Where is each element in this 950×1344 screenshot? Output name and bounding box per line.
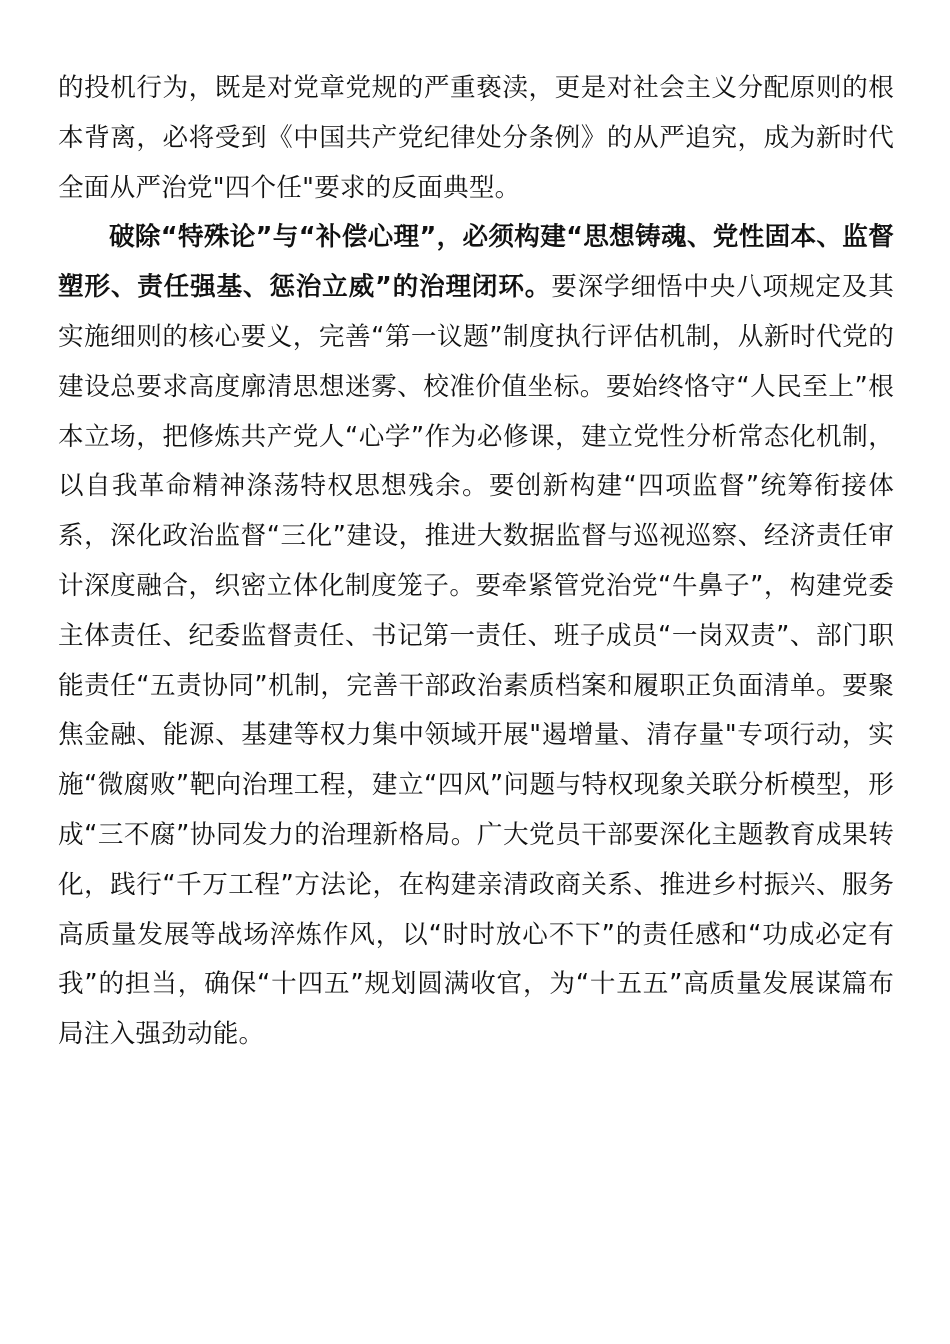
paragraph-bold-lead: 破除“特殊论”与“补偿心理”，必须构建“思想铸魂、党性固本、监督塑形、责任强基、惩治立威”的治理闭环。: [58, 222, 894, 303]
document-body: [58, 64, 894, 1060]
paragraph-continuation: 的投机行为，既是对党章党规的严重亵渎，更是对社会主义分配原则的根本背离，必将受到《中国共产党纪律处分条例》的从严追究，成为新时代全面从严治党"四个任"要求的反面典型。: [58, 73, 894, 203]
paragraph-governance: [58, 213, 894, 1060]
paragraph-body-text: 要深学细悟中央八项规定及其实施细则的核心要义，完善“第一议题”制度执行评估机制，从新时代党的建设总要求高度廓清思想迷雾、校准价值坐标。要始终恪守“人民至上”根本立场，把修炼共产党人“心学”作为必修课，建立党性分析常态化机制，以自我革命精神涤荡特权思想残余。要创新构建“四项监督”统筹衔接体系，深化政治监督“三化”建设，推进大数据监督与巡视巡察、经济责任审计深度融合，织密立体化制度笼子。要牵紧管党治党“牛鼻子”，构建党委主体责任、纪委监督责任、书记第一责任、班子成员“一岗双责”、部门职能责任“五责协同”机制，完善干部政治素质档案和履职正负面清单。要聚焦金融、能源、基建等权力集中领域开展"遏增量、清存量"专项行动，实施“微腐败”靶向治理工程，建立“四风”问题与特权现象关联分析模型，形成“三不腐”协同发力的治理新格局。广大党员干部要深化主题教育成果转化，践行“千万工程”方法论，在构建亲清政商关系、推进乡村振兴、服务高质量发展等战场淬炼作风，以“时时放心不下”的责任感和“功成必定有我”的担当，确保“十四五”规划圆满收官，为“十五五”高质量发展谋篇布局注入强劲动能。: [58, 272, 895, 1050]
